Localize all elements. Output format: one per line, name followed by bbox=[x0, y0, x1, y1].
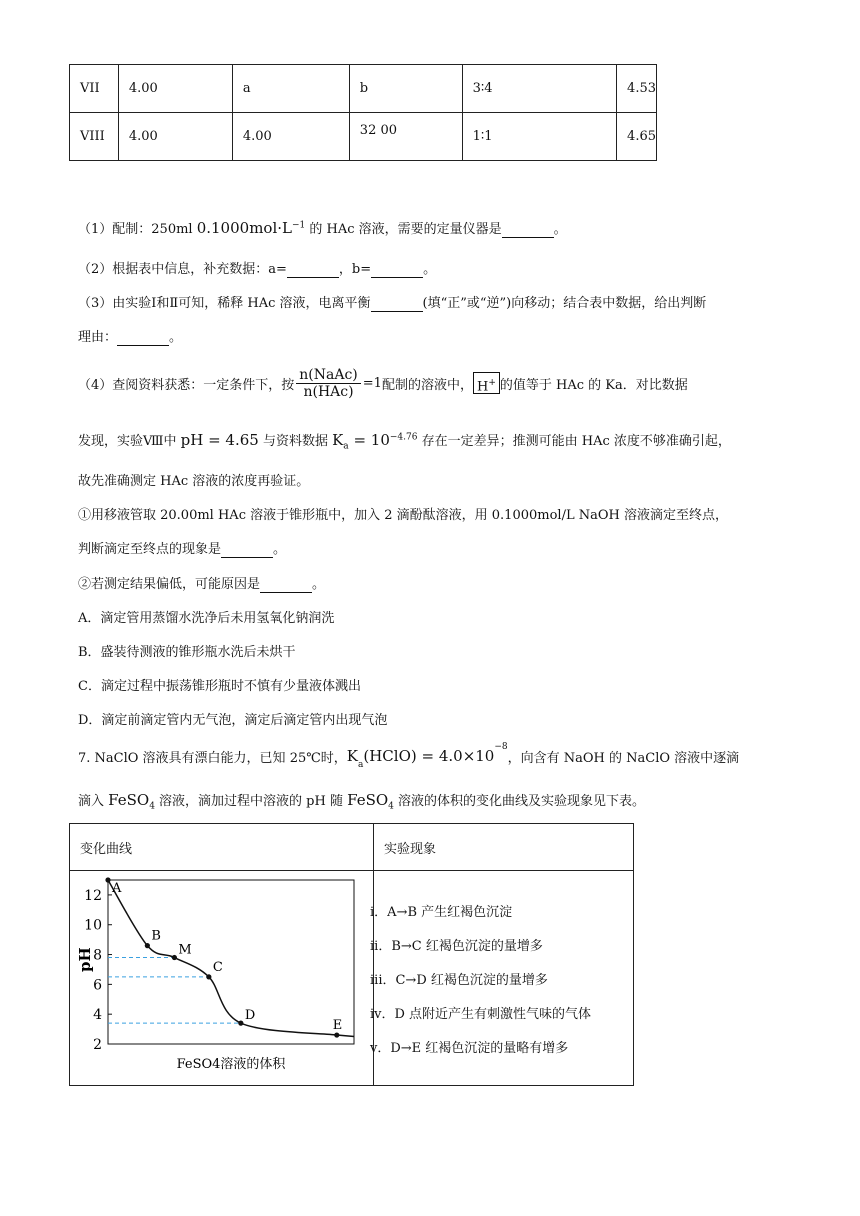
answer-blank[interactable] bbox=[260, 577, 312, 593]
q4-mid: 配制的溶液中， bbox=[381, 377, 473, 393]
q1-exp: −1 bbox=[291, 220, 306, 231]
q7-text: 7. NaClO 溶液具有漂白能力，已知 25℃时， bbox=[78, 750, 347, 766]
header-observation: 实验现象 bbox=[374, 824, 634, 871]
q4-2-end: 。 bbox=[312, 577, 326, 592]
table-cell: VIII bbox=[70, 113, 119, 161]
q7-text-post: ，向含有 NaOH 的 NaClO 溶液中逐滴 bbox=[507, 750, 740, 766]
ka-symbol: K bbox=[332, 431, 344, 449]
table-cell: 4.00 bbox=[118, 65, 232, 113]
header-curve: 变化曲线 bbox=[70, 824, 374, 871]
table-cell: 1∶1 bbox=[462, 113, 616, 161]
ph-curve-chart bbox=[70, 868, 362, 1080]
table-cell: b bbox=[349, 65, 462, 113]
plot-frame bbox=[108, 880, 354, 1044]
point-label: A bbox=[112, 881, 122, 896]
q4-2-text: ②若测定结果偏低，可能原因是 bbox=[78, 577, 261, 592]
table-cell: 4.00 bbox=[232, 113, 349, 161]
question-3-line2 bbox=[78, 326, 182, 346]
table-header-row bbox=[70, 824, 634, 871]
q4-mid2: 与资料数据 bbox=[258, 434, 333, 449]
curve-point-d bbox=[238, 1021, 243, 1026]
observation-item: ii．B→C 红褐色沉淀的量增多 bbox=[370, 939, 543, 954]
q4-1-end: 。 bbox=[273, 542, 287, 557]
point-label: E bbox=[332, 1018, 343, 1034]
option-a[interactable]: A．滴定管用蒸馏水洗净后未用氢氧化钠润洗 bbox=[78, 611, 335, 626]
ka-sub: a bbox=[358, 760, 364, 770]
q1-text-post: 的 HAc 溶液，需要的定量仪器是 bbox=[305, 222, 502, 237]
y-tick-label: 4 bbox=[93, 1007, 102, 1024]
question-4-line3: 故先准确测定 HAc 溶液的浓度再验证。 bbox=[78, 474, 310, 489]
y-axis-label: pH bbox=[76, 947, 94, 972]
q7-text-mid: 溶液，滴加过程中溶液的 pH 随 bbox=[154, 794, 348, 809]
table-cell bbox=[349, 113, 462, 161]
table-cell: 3∶4 bbox=[462, 65, 616, 113]
q7-text-post: 溶液的体积的变化曲线及实验现象见下表。 bbox=[393, 794, 646, 809]
y-tick-label: 12 bbox=[84, 887, 102, 904]
x-axis-label: FeSO4溶液的体积 bbox=[176, 1057, 286, 1072]
point-label: D bbox=[244, 1008, 256, 1024]
q4-text-post: 的值等于 HAc 的 Ka．对比数据 bbox=[499, 377, 688, 393]
question-3-line1 bbox=[78, 292, 706, 312]
y-tick-label: 2 bbox=[93, 1037, 102, 1053]
q7-text: 滴入 bbox=[78, 794, 109, 809]
answer-blank[interactable] bbox=[371, 296, 423, 312]
curve-point-m bbox=[172, 955, 177, 960]
table-row bbox=[70, 113, 657, 161]
point-label: B bbox=[151, 928, 161, 944]
question-4-line2 bbox=[78, 430, 731, 452]
q3-text: （3）由实验Ⅰ和Ⅱ可知，稀释 HAc 溶液，电离平衡 bbox=[78, 296, 371, 311]
cell-value: 32 00 bbox=[359, 123, 398, 138]
data-table bbox=[69, 64, 657, 161]
question-4-line1 bbox=[78, 358, 688, 408]
q3-end: 。 bbox=[169, 330, 183, 345]
q1-text: （1）配制：250ml bbox=[78, 222, 197, 237]
option-d[interactable]: D．滴定前滴定管内无气泡，滴定后滴定管内出现气泡 bbox=[78, 713, 388, 728]
feso4-formula: FeSO bbox=[347, 791, 389, 809]
observation-item: iii．C→D 红褐色沉淀的量增多 bbox=[370, 973, 548, 988]
q2-end: 。 bbox=[423, 262, 437, 277]
observation-item: i．A→B 产生红褐色沉淀 bbox=[370, 905, 513, 920]
answer-blank[interactable] bbox=[502, 222, 554, 238]
option-b[interactable]: B．盛装待测液的锥形瓶水洗后未烘干 bbox=[78, 645, 296, 660]
q4-text: （4）查阅资料获悉：一定条件下，按 bbox=[78, 377, 295, 393]
q3-reason-label: 理由： bbox=[78, 330, 118, 345]
q4-eq: =1 bbox=[362, 375, 382, 391]
table-cell: a bbox=[232, 65, 349, 113]
feso4-formula: FeSO bbox=[108, 791, 150, 809]
feso4-sub: 4 bbox=[388, 801, 394, 812]
curve-point-a bbox=[105, 877, 110, 882]
h-ion-concentration bbox=[473, 372, 500, 394]
q2-text: （2）根据表中信息，补充数据：a= bbox=[78, 262, 287, 277]
observation-item: v．D→E 红褐色沉淀的量略有增多 bbox=[370, 1041, 569, 1056]
fraction-numerator: n(NaAc) bbox=[296, 367, 361, 384]
table-cell: 4.53 bbox=[617, 65, 657, 113]
question-1 bbox=[78, 218, 567, 238]
ka-sub: a bbox=[343, 441, 349, 452]
h-symbol: H bbox=[476, 379, 489, 395]
q1-end: 。 bbox=[553, 222, 567, 237]
mole-ratio-fraction bbox=[296, 367, 361, 400]
curve-point-b bbox=[145, 943, 150, 948]
question-4-2 bbox=[78, 573, 325, 593]
feso4-sub: 4 bbox=[149, 801, 155, 812]
table-row bbox=[70, 65, 657, 113]
q4-1-text: 判断滴定至终点的现象是 bbox=[78, 542, 222, 557]
q3-text-post: (填“正”或“逆”)向移动；结合表中数据，给出判断 bbox=[422, 296, 707, 311]
question-2 bbox=[78, 258, 436, 278]
curve-point-e bbox=[334, 1032, 339, 1037]
ka-exp: −4.76 bbox=[389, 432, 418, 443]
q4-text: 发现，实验Ⅷ中 bbox=[78, 434, 181, 449]
q2-mid: ，b= bbox=[338, 262, 372, 277]
table-cell: 4.00 bbox=[118, 113, 232, 161]
ka-value: (HClO) = 4.0×10 bbox=[363, 747, 495, 765]
table-cell: 4.65 bbox=[617, 113, 657, 161]
answer-blank-a[interactable] bbox=[287, 262, 339, 278]
ph-curve-line bbox=[108, 880, 354, 1037]
answer-blank[interactable] bbox=[117, 330, 169, 346]
h-charge: + bbox=[488, 378, 496, 388]
curve-point-c bbox=[206, 974, 211, 979]
point-label: M bbox=[178, 942, 192, 958]
option-c[interactable]: C．滴定过程中振荡锥形瓶时不慎有少量液体溅出 bbox=[78, 679, 361, 694]
y-tick-label: 8 bbox=[93, 947, 102, 964]
question-7-line1 bbox=[78, 742, 739, 770]
question-7-line2 bbox=[78, 790, 645, 812]
answer-blank[interactable] bbox=[221, 542, 273, 558]
y-tick-label: 10 bbox=[84, 917, 102, 934]
question-4-1-line1: ①用移液管取 20.00ml HAc 溶液于锥形瓶中，加入 2 滴酚酞溶液，用 0.1000mol/L NaOH 溶液滴定至终点， bbox=[78, 508, 728, 523]
y-tick-label: 6 bbox=[93, 977, 102, 994]
point-label: C bbox=[212, 959, 223, 975]
fraction-denominator: n(HAc) bbox=[303, 383, 354, 400]
q4-text-post2: 存在一定差异；推测可能由 HAc 浓度不够准确引起， bbox=[417, 434, 731, 449]
observation-item: iv．D 点附近产生有刺激性气味的气体 bbox=[370, 1007, 592, 1022]
ka-symbol: K bbox=[346, 747, 358, 765]
q1-conc: 0.1000mol·L bbox=[196, 219, 292, 237]
ka-exp: −8 bbox=[494, 742, 508, 752]
ka-value: = 10 bbox=[348, 431, 390, 449]
ph-value: pH = 4.65 bbox=[180, 431, 259, 449]
table-cell: VII bbox=[70, 65, 119, 113]
answer-blank-b[interactable] bbox=[371, 262, 423, 278]
question-4-1-line2 bbox=[78, 538, 286, 558]
